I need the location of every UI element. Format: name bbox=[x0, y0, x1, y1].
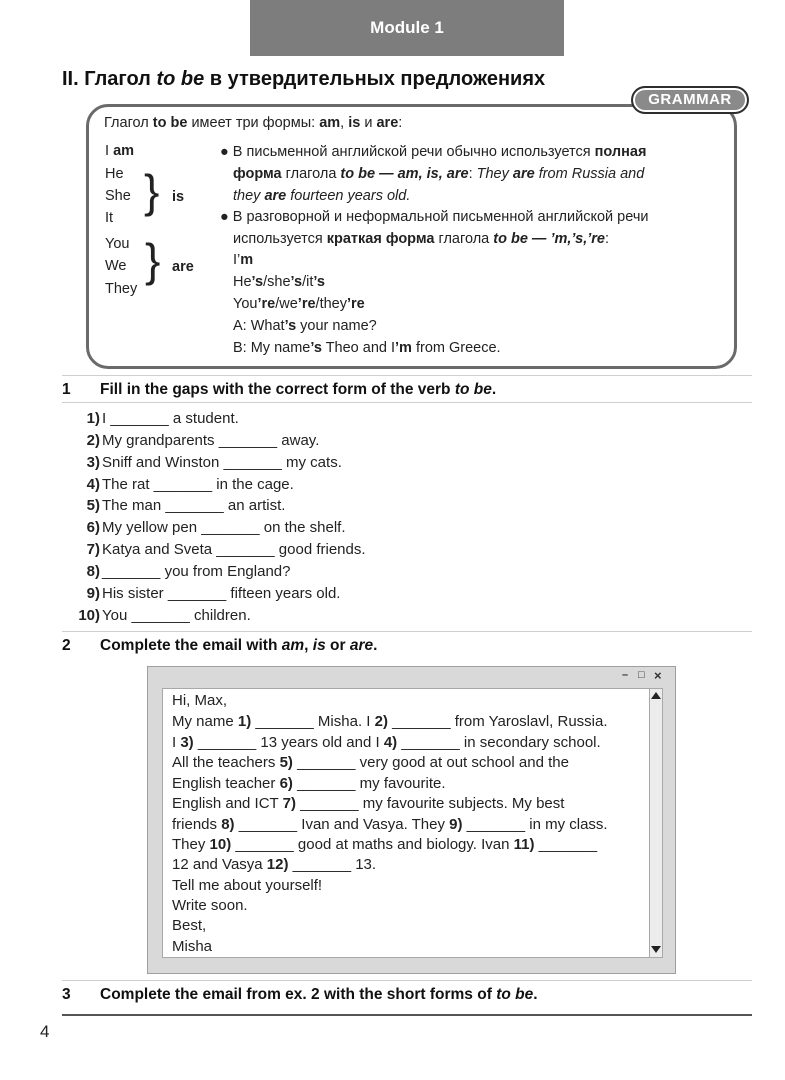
email-line: Misha bbox=[172, 938, 213, 955]
section-title-em: to be bbox=[156, 68, 205, 90]
module-header: Module 1 bbox=[250, 0, 564, 56]
pronoun-you: You bbox=[105, 236, 130, 252]
s2b: ’s bbox=[251, 274, 264, 290]
item-number: 1) bbox=[86, 410, 100, 427]
scroll-down-icon[interactable] bbox=[651, 946, 661, 953]
s3a: You bbox=[233, 296, 258, 312]
email-text: _______ Misha. I bbox=[251, 713, 375, 730]
b2-2e: : bbox=[605, 231, 610, 247]
item-text: His sister _______ fifteen years old. bbox=[102, 585, 341, 602]
grammar-badge: GRAMMAR bbox=[631, 86, 749, 114]
intro-c: имеет три формы: bbox=[187, 115, 320, 131]
short-form-you bbox=[233, 296, 365, 312]
email-line: Best, bbox=[172, 917, 207, 934]
exercise3-em: to be bbox=[496, 986, 534, 1003]
item-text: I _______ a student. bbox=[102, 410, 239, 427]
email-line bbox=[172, 754, 569, 771]
email-line bbox=[172, 795, 564, 812]
b2-2a: используется bbox=[233, 231, 327, 247]
email-line bbox=[172, 775, 446, 792]
gap-number: 12) bbox=[266, 856, 289, 873]
intro-h: are bbox=[376, 115, 399, 131]
email-text: _______ bbox=[534, 836, 598, 853]
exercise1-item bbox=[62, 519, 346, 536]
exercise1-number: 1 bbox=[62, 381, 71, 398]
item-text: You _______ children. bbox=[102, 607, 251, 624]
b1-2f: are bbox=[512, 166, 535, 182]
b1-1b: полная bbox=[594, 144, 647, 160]
b1-3c: fourteen years old. bbox=[286, 188, 411, 204]
intro-a: Глагол bbox=[104, 115, 153, 131]
item-number: 9) bbox=[86, 585, 100, 602]
gap-number: 5) bbox=[279, 754, 293, 771]
exercise2-sep2: or bbox=[325, 637, 350, 654]
scroll-up-icon[interactable] bbox=[651, 692, 661, 699]
email-line bbox=[172, 713, 608, 730]
ex-b2: ’s bbox=[310, 340, 322, 356]
short-form-he bbox=[233, 274, 325, 290]
pronoun-she: She bbox=[105, 188, 131, 204]
pronoun-he: He bbox=[105, 166, 124, 182]
bullet2-line1 bbox=[220, 209, 648, 225]
email-scrollbar[interactable] bbox=[649, 688, 663, 958]
maximize-icon[interactable]: □ bbox=[638, 669, 645, 681]
exercise1-em: to be bbox=[454, 381, 492, 398]
exercise2-em1: am bbox=[281, 637, 305, 654]
exercise3-number: 3 bbox=[62, 986, 71, 1003]
pronoun-it: It bbox=[105, 210, 114, 226]
ex-b1: B: My name bbox=[233, 340, 311, 356]
email-text: _______ 13. bbox=[288, 856, 377, 873]
email-text: They bbox=[172, 836, 210, 853]
b1-2b: глагола bbox=[281, 166, 341, 182]
ex-a1: A: What bbox=[233, 318, 285, 334]
exercise1-item bbox=[62, 563, 290, 580]
b1-3a: they bbox=[233, 188, 265, 204]
email-line: Tell me about yourself! bbox=[172, 877, 323, 894]
b1-2a: форма bbox=[233, 166, 282, 182]
b1-1a: В письменной английской речи обычно используется bbox=[232, 144, 595, 160]
item-text: The rat _______ in the cage. bbox=[102, 476, 294, 493]
s1b: m bbox=[240, 252, 254, 268]
b2-1: В разговорной и неформальной письменной английской речи bbox=[232, 209, 649, 225]
pronoun-they: They bbox=[105, 281, 138, 297]
gap-number: 6) bbox=[279, 775, 293, 792]
intro-f: is bbox=[348, 115, 361, 131]
gap-number: 11) bbox=[513, 836, 535, 853]
exercise1-item bbox=[62, 497, 285, 514]
divider bbox=[62, 402, 752, 403]
exercise2-end: . bbox=[373, 637, 378, 654]
item-number: 5) bbox=[86, 497, 100, 514]
section-title-prefix: II. Глагол bbox=[62, 68, 157, 90]
bullet2-icon: ● bbox=[220, 209, 229, 225]
gap-number: 10) bbox=[209, 836, 232, 853]
s3f: ’re bbox=[346, 296, 365, 312]
email-text: _______ in my class. bbox=[462, 816, 608, 833]
b2-2d: to be — ’m,’s,’re bbox=[493, 231, 605, 247]
intro-d: am bbox=[319, 115, 341, 131]
pronoun-we: We bbox=[105, 258, 127, 274]
gap-number: 7) bbox=[282, 795, 296, 812]
section-title bbox=[62, 68, 545, 91]
verb-is: is bbox=[172, 189, 185, 205]
email-text: _______ good at maths and biology. Ivan bbox=[231, 836, 514, 853]
exercise2-em2: is bbox=[312, 637, 326, 654]
gap-number: 3) bbox=[180, 734, 194, 751]
s2d: ’s bbox=[290, 274, 303, 290]
gap-number: 2) bbox=[374, 713, 388, 730]
pronoun-i bbox=[105, 143, 134, 159]
item-number: 4) bbox=[86, 476, 100, 493]
example-a bbox=[233, 318, 377, 334]
email-text: My name bbox=[172, 713, 238, 730]
exercise1-end: . bbox=[491, 381, 497, 398]
brace-is-icon: } bbox=[144, 165, 160, 217]
exercise2-number: 2 bbox=[62, 637, 71, 654]
email-text: 12 and Vasya bbox=[172, 856, 267, 873]
grammar-intro bbox=[104, 115, 402, 131]
divider bbox=[62, 375, 752, 376]
gap-number: 9) bbox=[449, 816, 463, 833]
item-number: 3) bbox=[86, 454, 100, 471]
short-form-i bbox=[233, 252, 253, 268]
exercise1-item bbox=[62, 476, 294, 493]
b1-2g: from Russia and bbox=[534, 166, 645, 182]
intro-e: , bbox=[340, 115, 349, 131]
item-number: 10) bbox=[78, 607, 100, 624]
item-text: The man _______ an artist. bbox=[102, 497, 286, 514]
email-text: English and ICT bbox=[172, 795, 283, 812]
email-text: All the teachers bbox=[172, 754, 280, 771]
brace-are-icon: } bbox=[145, 234, 161, 286]
s3d: ’re bbox=[297, 296, 316, 312]
item-text: Katya and Sveta _______ good friends. bbox=[102, 541, 366, 558]
s2a: He bbox=[233, 274, 252, 290]
bullet1-line1 bbox=[220, 144, 646, 160]
exercise1-item bbox=[62, 607, 251, 624]
verb-am: am bbox=[113, 143, 135, 159]
item-number: 2) bbox=[86, 432, 100, 449]
b2-2b: краткая форма bbox=[326, 231, 435, 247]
divider bbox=[62, 980, 752, 981]
page-number: 4 bbox=[40, 1022, 50, 1041]
email-text: friends bbox=[172, 816, 222, 833]
exercise1-text: Fill in the gaps with the correct form of the verb bbox=[100, 381, 455, 398]
intro-i: : bbox=[398, 115, 403, 131]
email-line bbox=[172, 836, 597, 853]
item-text: _______ you from England? bbox=[102, 563, 291, 580]
exercise1-item bbox=[62, 541, 366, 558]
item-text: My yellow pen _______ on the shelf. bbox=[102, 519, 346, 536]
email-text: I bbox=[172, 734, 181, 751]
b1-2e: They bbox=[476, 166, 513, 182]
gap-number: 8) bbox=[221, 816, 235, 833]
divider bbox=[62, 631, 752, 632]
email-line bbox=[172, 734, 601, 751]
bullet1-icon: ● bbox=[220, 144, 229, 160]
b1-2c: to be — am, is, are bbox=[340, 166, 469, 182]
close-icon[interactable]: × bbox=[654, 668, 662, 683]
s3c: /we bbox=[275, 296, 298, 312]
ex-a2: ’s bbox=[284, 318, 297, 334]
item-number: 7) bbox=[86, 541, 100, 558]
email-text: _______ my favourite. bbox=[292, 775, 446, 792]
s3e: /they bbox=[315, 296, 347, 312]
bullet1-line2 bbox=[233, 166, 644, 182]
item-text: My grandparents _______ away. bbox=[102, 432, 320, 449]
email-text: _______ 13 years old and I bbox=[193, 734, 384, 751]
exercise1-item bbox=[62, 432, 319, 449]
gap-number: 1) bbox=[237, 713, 252, 730]
email-text: English teacher bbox=[172, 775, 280, 792]
s3b: ’re bbox=[257, 296, 276, 312]
s1a: I’ bbox=[233, 252, 241, 268]
email-line bbox=[172, 816, 608, 833]
section-title-suffix: в утвердительных предложениях bbox=[204, 68, 546, 90]
email-line: Write soon. bbox=[172, 897, 248, 914]
s2c: /she bbox=[263, 274, 291, 290]
exercise2-em3: are bbox=[349, 637, 374, 654]
item-number: 8) bbox=[86, 563, 100, 580]
ex-b4: ’m bbox=[395, 340, 412, 356]
bottom-rule bbox=[62, 1014, 752, 1016]
b1-2d: : bbox=[468, 166, 477, 182]
exercise1-item bbox=[62, 454, 342, 471]
exercise2-sep1: , bbox=[304, 637, 313, 654]
gap-number: 4) bbox=[383, 734, 398, 751]
exercise3-text: Complete the email from ex. 2 with the short forms of bbox=[100, 986, 497, 1003]
pronoun-i-text: I bbox=[105, 143, 110, 159]
s2e: /it bbox=[302, 274, 314, 290]
item-text: Sniff and Winston _______ my cats. bbox=[102, 454, 342, 471]
exercise2-text: Complete the email with bbox=[100, 637, 282, 654]
item-number: 6) bbox=[86, 519, 100, 536]
email-line bbox=[172, 856, 376, 873]
minimize-icon[interactable]: – bbox=[622, 669, 629, 681]
ex-b3: Theo and I bbox=[321, 340, 396, 356]
email-text: _______ my favourite subjects. My best bbox=[295, 795, 565, 812]
exercise3-end: . bbox=[533, 986, 538, 1003]
b2-2c: глагола bbox=[434, 231, 494, 247]
email-text: _______ very good at out school and the bbox=[292, 754, 569, 771]
intro-b: to be bbox=[152, 115, 188, 131]
ex-a3: your name? bbox=[296, 318, 377, 334]
bullet2-line2 bbox=[233, 231, 609, 247]
exercise3-heading bbox=[62, 986, 538, 1004]
email-text: _______ in secondary school. bbox=[397, 734, 601, 751]
verb-are: are bbox=[172, 259, 194, 275]
email-text: _______ from Yaroslavl, Russia. bbox=[387, 713, 608, 730]
exercise1-heading bbox=[62, 381, 496, 399]
b1-3b: are bbox=[264, 188, 287, 204]
email-line: Hi, Max, bbox=[172, 692, 228, 709]
s2f: ’s bbox=[313, 274, 325, 290]
intro-g: и bbox=[360, 115, 377, 131]
exercise1-item bbox=[62, 410, 239, 427]
bullet1-line3 bbox=[233, 188, 410, 204]
email-text: _______ Ivan and Vasya. They bbox=[234, 816, 450, 833]
ex-b5: from Greece. bbox=[411, 340, 501, 356]
exercise1-item bbox=[62, 585, 340, 602]
exercise2-heading bbox=[62, 637, 377, 655]
example-b bbox=[233, 340, 501, 356]
